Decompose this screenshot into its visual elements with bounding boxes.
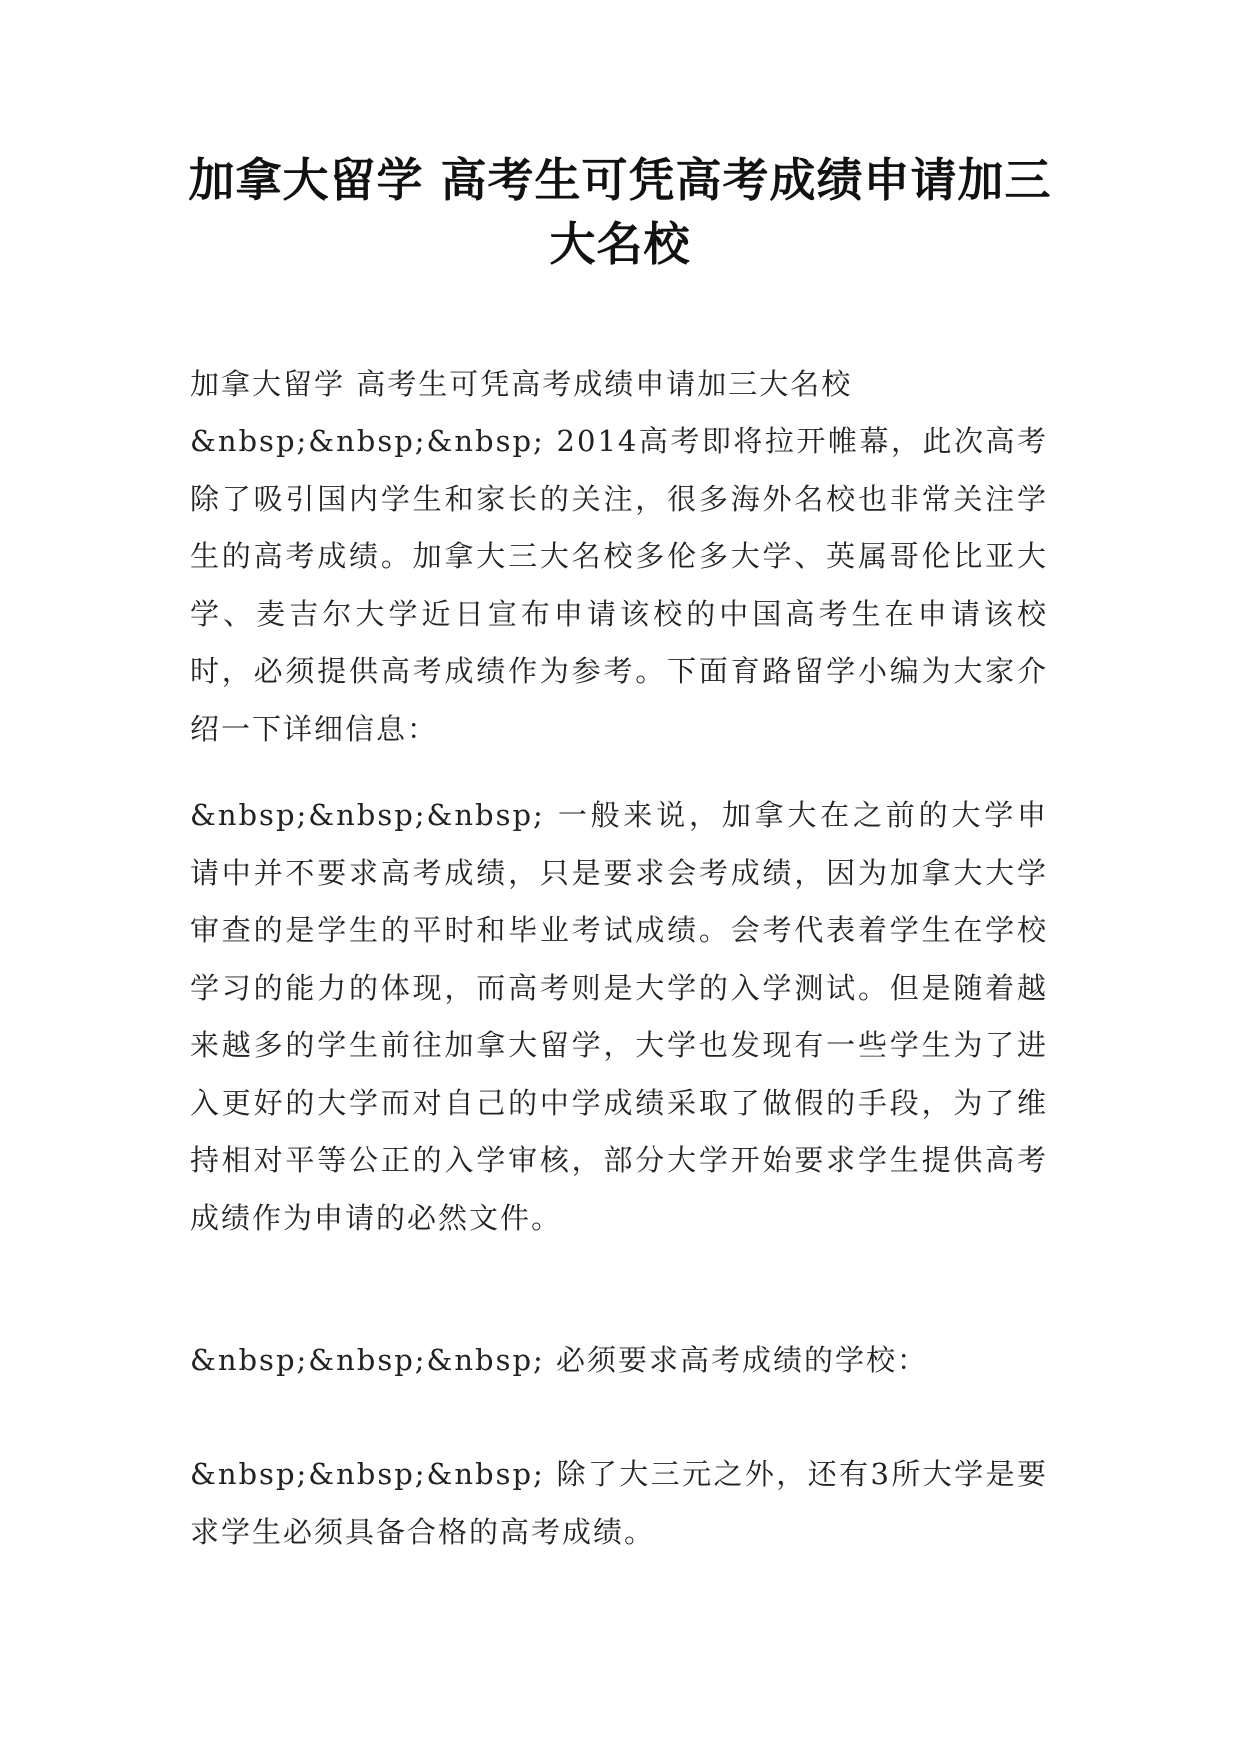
paragraph-schools-detail: &nbsp;&nbsp;&nbsp; 除了大三元之外，还有3所大学是要求学生必须具备合格的高考成绩。 xyxy=(190,1457,1048,1549)
paragraph-background: &nbsp;&nbsp;&nbsp; 一般来说，加拿大在之前的大学申请中并不要求高考成绩，只是要求会考成绩，因为加拿大大学审查的是学生的平时和毕业考试成绩。会考代表着学生在学校学习的能力的体现，而高考则是大学的入学测试。但是随着越来越多的学生前往加拿大留学，大学也发现有一些学生为了进入更好的大学而对自己的中学成绩采取了做假的手段，为了维持相对平等公正的入学审核，部分大学开始要求学生提供高考成绩作为申请的必然文件。 xyxy=(190,798,1048,1235)
document-title: 加拿大留学 高考生可凭高考成绩申请加三大名校 xyxy=(188,153,1052,271)
paragraph-schools-heading: &nbsp;&nbsp;&nbsp; 必须要求高考成绩的学校： xyxy=(190,1343,929,1377)
paragraph-intro: &nbsp;&nbsp;&nbsp; 2014高考即将拉开帷幕，此次高考除了吸引国内学生和家长的关注，很多海外名校也非常关注学生的高考成绩。加拿大三大名校多伦多大学、英属哥伦比亚大学、麦吉尔大学近日宣布申请该校的中国高考生在申请该校时，必须提供高考成绩作为参考。下面育路留学小编为大家介绍一下详细信息： xyxy=(190,424,1048,746)
document-subtitle: 加拿大留学 高考生可凭高考成绩申请加三大名校 xyxy=(190,367,853,401)
